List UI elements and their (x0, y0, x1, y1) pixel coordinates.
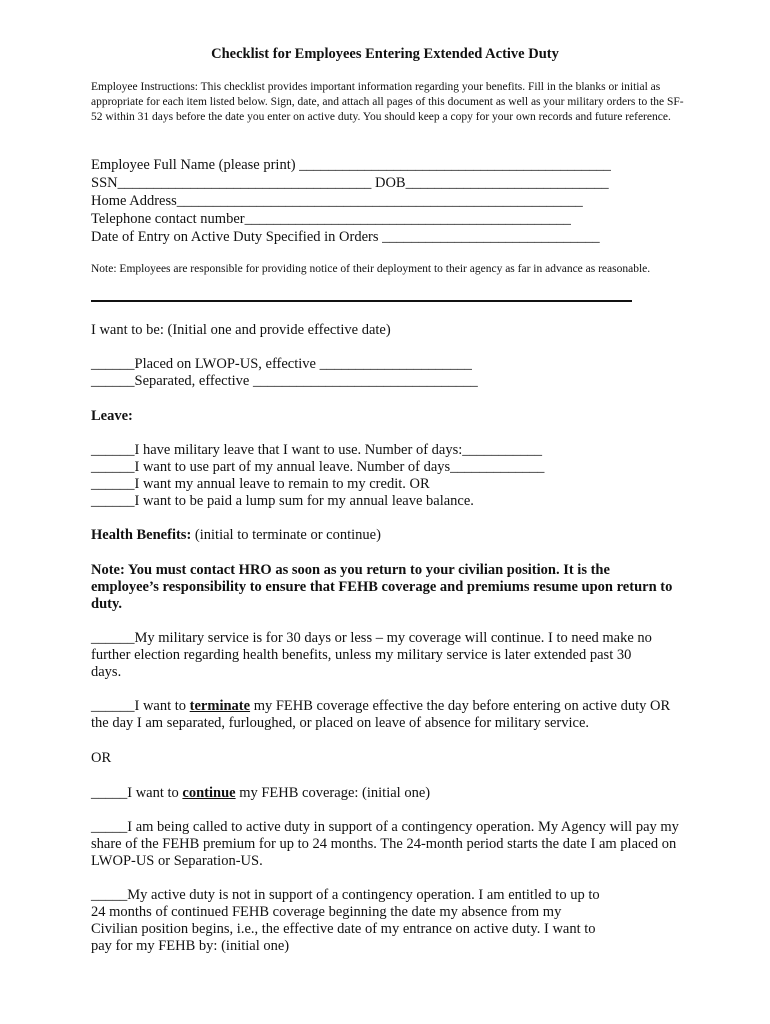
continue-word: continue (182, 785, 236, 801)
option-separated[interactable]: ______Separated, effective _______________________________ (91, 373, 478, 389)
health-option-terminate[interactable]: ______I want to terminate my FEHB coverage effective the day before entering on active duty OR the day I am separated, furloughed, or placed on leave of absence for military service. (91, 698, 671, 731)
deployment-note: Note: Employees are responsible for providing notice of their deployment to their agency as far in advance as reasonable. (91, 263, 651, 275)
health-benefits-heading (91, 527, 381, 544)
health-option-30-days[interactable]: ______My military service is for 30 days or less – my coverage will continue. I to need make no further election regarding health benefits, unless my military service is later extended past 30 days. (91, 630, 652, 680)
field-ssn-dob[interactable]: SSN___________________________________ DOB____________________________ (91, 175, 609, 191)
leave-heading: Leave: (91, 408, 133, 424)
field-entry-date[interactable]: Date of Entry on Active Duty Specified in Orders ______________________________ (91, 229, 600, 245)
field-home-address[interactable]: Home Address________________________________________________________ (91, 193, 583, 209)
want-to-be-heading: I want to be: (Initial one and provide effective date) (91, 322, 391, 338)
health-benefits-label: Health Benefits: (91, 527, 192, 543)
health-option-continue[interactable]: _____I want to continue my FEHB coverage: (initial one) (91, 785, 431, 801)
document-title: Checklist for Employees Entering Extended Active Duty (211, 46, 559, 62)
health-option-contingency[interactable]: _____I am being called to active duty in support of a contingency operation. My Agency will pay my share of the FEHB premium for up to 24 months. The 24-month period starts the date I am placed on LWOP-US or Separation-US. (91, 819, 679, 869)
terminate-word: terminate (189, 698, 251, 714)
hro-note: Note: You must contact HRO as soon as you return to your civilian position. It is the employee’s responsibility to ensure that FEHB coverage and premiums resume upon return to duty. (91, 562, 673, 612)
field-full-name[interactable]: Employee Full Name (please print) ___________________________________________ (91, 157, 611, 173)
employee-info-fields (91, 156, 611, 246)
leave-option-lump-sum[interactable]: ______I want to be paid a lump sum for my annual leave balance. (91, 493, 474, 509)
field-telephone[interactable]: Telephone contact number_____________________________________________ (91, 211, 571, 227)
or-separator: OR (91, 750, 112, 766)
health-option-non-contingency[interactable]: _____My active duty is not in support of a contingency operation. I am entitled to up to 24 months of continued FEHB coverage beginning the date my absence from my Civilian position begins, i.e., the effective date of my entrance on active duty. I want to pay for my FEHB by: (initial one) (91, 887, 600, 954)
leave-option-remain[interactable]: ______I want my annual leave to remain to my credit. OR (91, 476, 430, 492)
option-lwop[interactable]: ______Placed on LWOP-US, effective _____________________ (91, 356, 472, 372)
health-benefits-instruction: (initial to terminate or continue) (194, 527, 381, 543)
leave-option-annual-part[interactable]: ______I want to use part of my annual leave. Number of days_____________ (91, 459, 545, 475)
employee-instructions: Employee Instructions: This checklist provides important information regarding your benefits. Fill in the blanks or initial as appropriate for each item listed below. Sign, date, and attach all pages of this document as well as your military orders to the SF-52 within 31 days before the date you enter on active duty. You should keep a copy for your own records and future reference. (91, 81, 684, 123)
divider-line (91, 300, 632, 302)
leave-option-military[interactable]: ______I have military leave that I want to use. Number of days:___________ (91, 442, 543, 458)
